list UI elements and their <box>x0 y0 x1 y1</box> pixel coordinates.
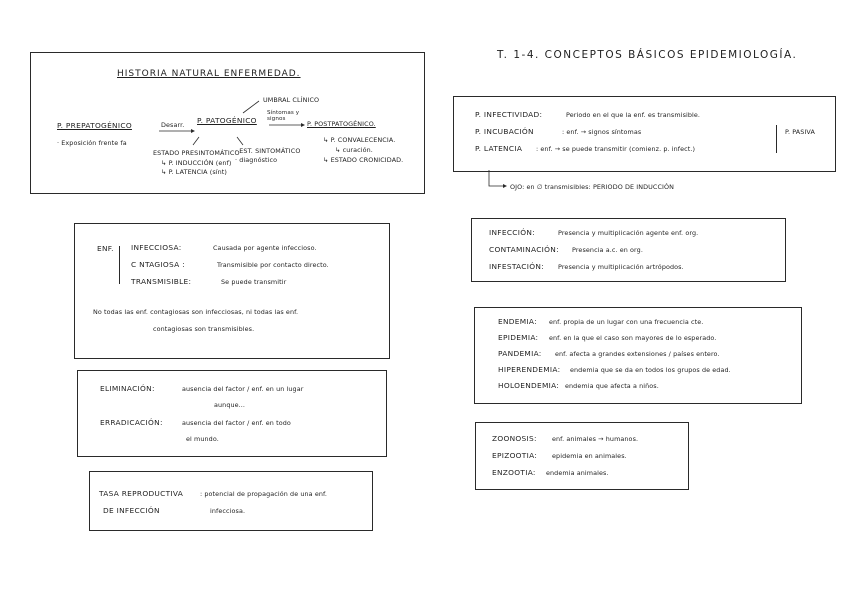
natural-history-title: HISTORIA NATURAL ENFERMEDAD. <box>117 69 301 79</box>
estado-pre-latencia: ↳ P. LATENCIA (sínt) <box>161 168 228 176</box>
erradicacion-term: ERRADICACIÓN: <box>100 418 163 427</box>
bracket <box>776 125 781 153</box>
tasa-reproductiva-box <box>89 471 373 531</box>
infection-box <box>471 218 786 282</box>
infeccion-term: INFECCIÓN: <box>489 228 535 237</box>
enzootia-def: endemia animales. <box>546 469 609 477</box>
enf-lead: ENF. <box>97 244 114 253</box>
umbral-clinico-label: UMBRAL CLÍNICO <box>263 96 320 104</box>
contagious-note-line1: No todas las enf. contagiosas son infecciosas, ni todas las enf. <box>93 308 299 316</box>
arrow-label: Desarr. <box>161 121 185 129</box>
incubacion-def: : enf. → signos síntomas <box>562 128 642 136</box>
enf-bracket <box>119 246 123 284</box>
sintomas-label: Síntomas y signos <box>267 110 300 123</box>
pandemia-term: PANDEMIA: <box>498 349 542 358</box>
zoonosis-def: enf. animales → humanos. <box>552 435 639 443</box>
estado-pre-induccion: ↳ P. INDUCCIÓN (enf) <box>161 159 232 167</box>
eliminacion-term: ELIMINACIÓN: <box>100 384 155 393</box>
tasa-term-line1: TASA REPRODUCTIVA <box>99 489 184 498</box>
bracket-label: P. PASIVA <box>785 128 815 136</box>
erradicacion-def-line2: el mundo. <box>186 435 219 443</box>
contagious-note-line2: contagiosas son transmisibles. <box>153 325 255 333</box>
endemia-box <box>474 307 802 404</box>
infestacion-def: Presencia y multiplicación artrópodos. <box>558 263 684 271</box>
eliminacion-def-line1: ausencia del factor / enf. en un lugar <box>182 385 304 393</box>
contaminacion-def: Presencia a.c. en org. <box>572 246 643 254</box>
holoendemia-def: endemia que afecta a niños. <box>565 382 659 390</box>
ojo-note: OJO: en ∅ transmisibles: PERIODO DE INDUCCIÓN <box>510 183 675 191</box>
infeccion-def: Presencia y multiplicación agente enf. org. <box>558 229 699 237</box>
prepatogenico-label: P. PREPATOGÉNICO <box>57 121 132 130</box>
incubacion-term: P. INCUBACIÓN <box>475 127 534 136</box>
page-title: T. 1-4. CONCEPTOS BÁSICOS EPIDEMIOLOGÍA. <box>497 49 798 61</box>
postpatogenico-label: P. POSTPATOGÉNICO. <box>307 120 376 128</box>
contagiosa-term: C NTAGIOSA : <box>131 260 185 269</box>
infestacion-term: INFESTACIÓN: <box>489 262 544 271</box>
estado-presintomatico: ESTADO PRESINTOMÁTICO <box>153 149 240 157</box>
endemia-term: ENDEMIA: <box>498 317 537 326</box>
infectious-diseases-box <box>74 223 390 359</box>
holoendemia-term: HOLOENDEMIA: <box>498 381 560 390</box>
eliminacion-def-line2: aunque... <box>214 401 246 409</box>
tasa-def-line2: infecciosa. <box>210 507 246 515</box>
diagnostico-label: · diagnóstico <box>235 156 278 164</box>
tasa-def-line1: : potencial de propagación de una enf. <box>200 490 328 498</box>
tasa-term-line2: DE INFECCIÓN <box>103 506 160 515</box>
prepatogenico-sub: · Exposición frente fa <box>57 139 127 147</box>
epizootia-term: EPIZOOTIA: <box>492 451 538 460</box>
endemia-def: enf. propia de un lugar con una frecuencia cte. <box>549 318 704 326</box>
zoonosis-box <box>475 422 689 490</box>
epidemia-def: enf. en la que el caso son mayores de lo esperado. <box>549 334 717 342</box>
transmisible-def: Se puede transmitir <box>221 278 287 286</box>
convalecencia-label: ↳ P. CONVALECENCIA. <box>323 136 396 144</box>
contagiosa-def: Transmisible por contacto directo. <box>217 261 329 269</box>
erradicacion-def-line1: ausencia del factor / enf. en todo <box>182 419 291 427</box>
epizootia-def: epidemia en animales. <box>552 452 627 460</box>
transmisible-term: TRANSMISIBLE: <box>131 277 192 286</box>
infectividad-def: Periodo en el que la enf. es transmisible. <box>566 111 701 119</box>
zoonosis-term: ZOONOSIS: <box>492 434 537 443</box>
patogenico-label: P. PATOGÉNICO <box>197 116 257 125</box>
eliminacion-box <box>77 370 387 457</box>
infectividad-term: P. INFECTIVIDAD: <box>475 110 543 119</box>
epidemia-term: EPIDEMIA: <box>498 333 539 342</box>
infecciosa-term: INFECCIOSA: <box>131 243 182 252</box>
pandemia-def: enf. afecta a grandes extensiones / países entero. <box>555 350 720 358</box>
periods-box <box>453 96 836 172</box>
infecciosa-def: Causada por agente infeccioso. <box>213 244 317 252</box>
cronicidad-label: ↳ ESTADO CRONICIDAD. <box>323 156 404 164</box>
contaminacion-term: CONTAMINACIÓN: <box>489 245 559 254</box>
natural-history-arrows <box>31 53 424 193</box>
latencia-term: P. LATENCIA <box>475 144 523 153</box>
hiperendemia-def: endemia que se da en todos los grupos de edad. <box>570 366 731 374</box>
natural-history-box <box>30 52 425 194</box>
curacion-label: ↳ curación. <box>335 146 373 154</box>
estado-sintomatico: · EST. SINTOMÁTICO <box>235 147 301 155</box>
latencia-def: : enf. → se puede transmitir (comienz. p. infect.) <box>536 145 696 153</box>
hiperendemia-term: HIPERENDEMIA: <box>498 365 561 374</box>
enzootia-term: ENZOOTIA: <box>492 468 536 477</box>
